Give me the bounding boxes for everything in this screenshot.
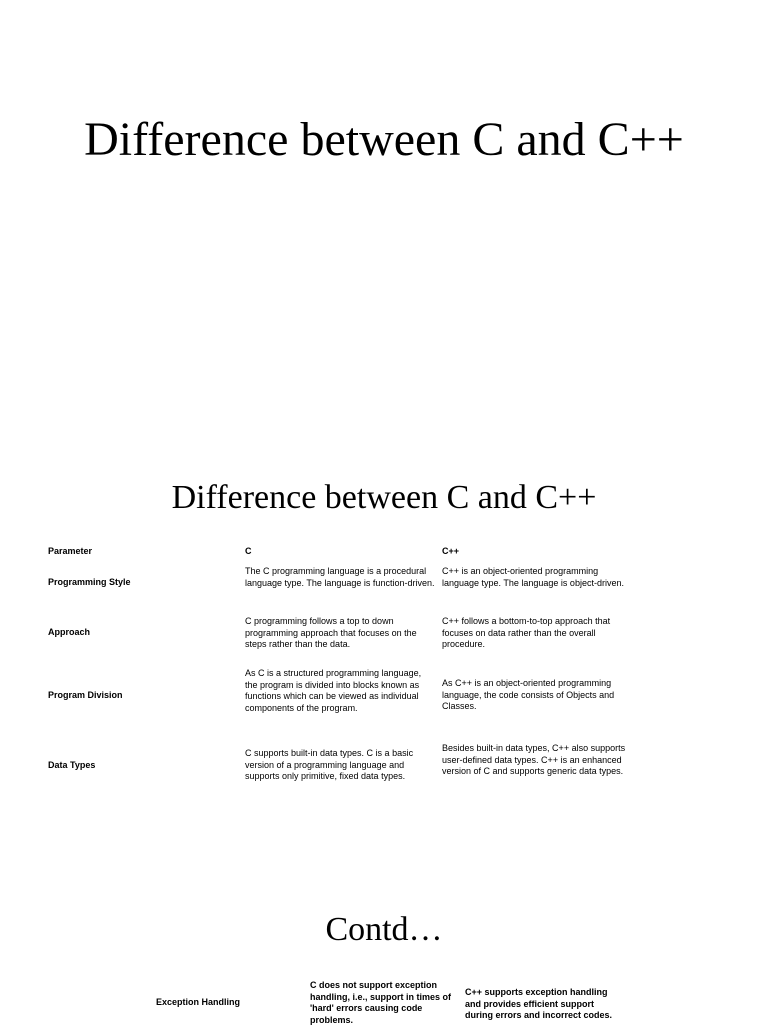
row-param-approach: Approach [48,627,91,637]
contd-title: Contd… [325,911,443,948]
row-param-data-types: Data Types [48,760,96,770]
row-c-data-types: C supports built-in data types. C is a basic version of a programming language and supports only primitive, fixed data types. [245,748,414,781]
row-c-program-division: As C is a structured programming language, the program is divided into blocks known as functions which can be viewed as individual components of the program. [245,668,422,713]
comparison-title: Difference between C and C++ [171,479,597,516]
row-param-program-division: Program Division [48,690,123,700]
row-param-exception-handling: Exception Handling [156,997,241,1007]
row-c-exception-handling: C does not support exception handling, i.e., support in times of 'hard' errors causing code problems. [310,980,452,1025]
row-cpp-exception-handling: C++ supports exception handling and provides efficient support during errors and incorrect codes. [465,987,613,1020]
slide-title: Difference between C and C++ [84,113,684,166]
header-parameter: Parameter [48,546,93,556]
row-param-programming-style: Programming Style [48,577,131,587]
row-c-approach: C programming follows a top to down programming approach that focuses on the steps rather than the data. [245,616,417,649]
row-cpp-data-types: Besides built-in data types, C++ also supports user-defined data types. C++ is an enhanced version of C and supports generic data types. [442,743,626,776]
row-cpp-programming-style: C++ is an object-oriented programming language type. The language is object-driven. [442,566,624,588]
header-c: C [245,546,252,556]
row-cpp-program-division: As C++ is an object-oriented programming language, the code consists of Objects and Classes. [442,678,615,711]
header-cpp: C++ [442,546,460,556]
row-cpp-approach: C++ follows a bottom-to-top approach that focuses on data rather than the overall procedure. [442,616,611,649]
row-c-programming-style: The C programming language is a procedural language type. The language is function-driven. [245,566,435,588]
